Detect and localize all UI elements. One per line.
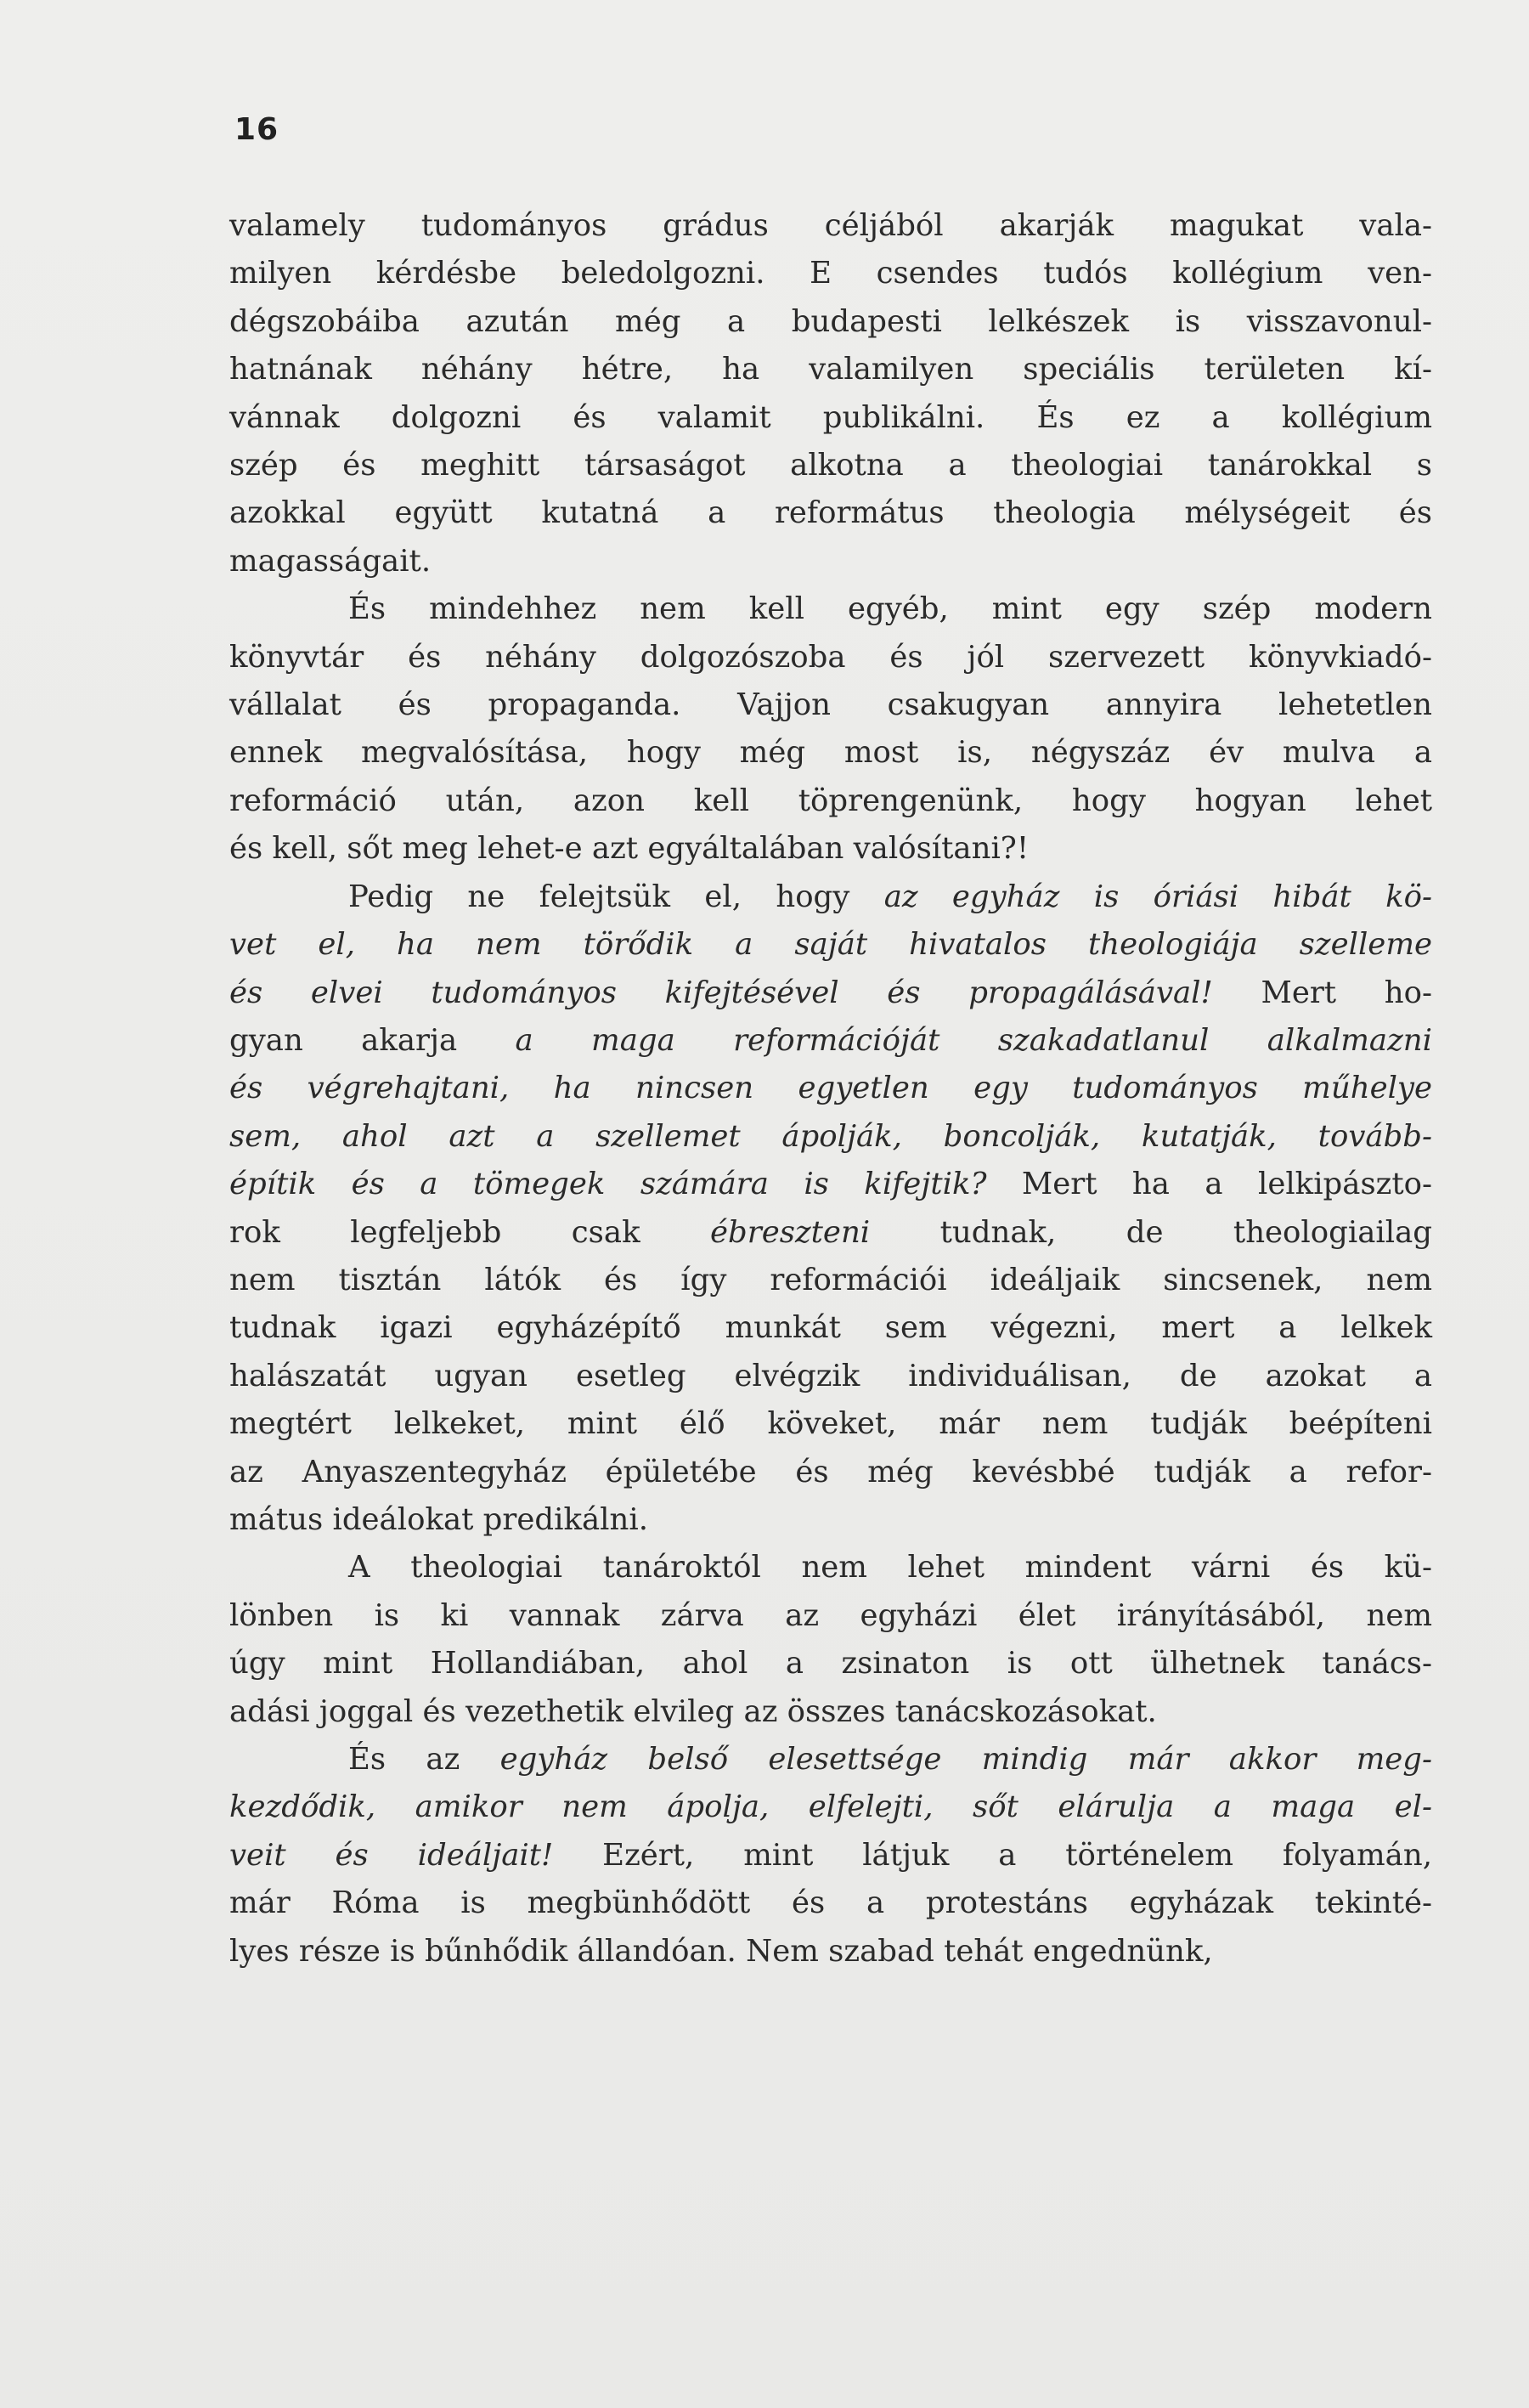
text-span: És az	[348, 1742, 500, 1777]
text-line	[229, 394, 1432, 442]
paragraph-p2	[229, 585, 1432, 873]
text-line	[229, 346, 1432, 393]
text-span: és kell, sőt meg lehet-e azt egyáltalában valósítani?!	[229, 831, 1030, 867]
text-line	[229, 634, 1432, 681]
text-line	[229, 298, 1432, 346]
text-line	[229, 921, 1432, 969]
text-span: hatnának néhány hétre, ha valamilyen speciális területen kí-	[229, 352, 1432, 387]
text-line	[229, 1592, 1432, 1640]
text-line	[229, 1304, 1432, 1352]
text-line	[229, 1065, 1432, 1112]
text-line	[229, 969, 1432, 1017]
text-line	[229, 1161, 1432, 1208]
text-line	[229, 1353, 1432, 1400]
text-span: ennek megvalósítása, hogy még most is, négyszáz év mulva a	[229, 735, 1432, 771]
text-line	[229, 489, 1432, 537]
text-span: lönben is ki vannak zárva az egyházi élet irányításából, nem	[229, 1597, 1432, 1633]
text-line	[229, 1449, 1432, 1496]
page-number: 16	[234, 112, 279, 147]
text-line	[229, 585, 1432, 633]
italic-text: és végrehajtani, ha nincsen egyetlen egy tudományos műhelye	[229, 1071, 1432, 1106]
paragraph-p4	[229, 1544, 1432, 1736]
text-line	[229, 1017, 1432, 1065]
text-span: már Róma is megbünhődött és a protestáns egyházak tekinté-	[229, 1885, 1432, 1921]
text-span: könyvtár és néhány dolgozószoba és jól szervezett könyvkiadó-	[229, 639, 1432, 675]
text-span: Pedig ne felejtsük el, hogy	[348, 879, 884, 914]
italic-text: és elvei tudományos kifejtésével és propagálásával!	[229, 975, 1213, 1010]
text-span: magasságait.	[229, 543, 432, 579]
text-span: dégszobáiba azután még a budapesti lelkészek is visszavonul-	[229, 303, 1432, 339]
text-span: megtért lelkeket, mint élő köveket, már nem tudják beépíteni	[229, 1406, 1432, 1442]
text-span: tudnak, de theologiailag	[870, 1214, 1432, 1250]
italic-text: sem, ahol azt a szellemet ápolják, boncolják, kutatják, tovább-	[229, 1118, 1432, 1154]
body-text	[229, 202, 1432, 1976]
text-span: Ezért, mint látjuk a történelem folyamán,	[553, 1837, 1432, 1873]
text-span: lyes része is bűnhődik állandóan. Nem szabad tehát engednünk,	[229, 1933, 1213, 1969]
italic-text: a maga reformációját szakadatlanul alkalmazni	[515, 1022, 1432, 1058]
text-span: halászatát ugyan esetleg elvégzik individuálisan, de azokat a	[229, 1358, 1432, 1393]
text-span: gyan akarja	[229, 1022, 516, 1058]
text-span: adási joggal és vezethetik elvileg az összes tanácskozásokat.	[229, 1693, 1157, 1729]
italic-text: az egyház is óriási hibát kö-	[883, 879, 1432, 914]
text-span: az Anyaszentegyház épületébe és még kevésbbé tudják a refor-	[229, 1454, 1432, 1489]
text-line	[229, 681, 1432, 729]
text-line	[229, 777, 1432, 825]
text-line	[229, 442, 1432, 489]
text-line	[229, 250, 1432, 297]
text-line	[229, 538, 1432, 585]
text-line	[229, 873, 1432, 921]
text-span: úgy mint Hollandiában, ahol a zsinaton is ott ülhetnek tanács-	[229, 1646, 1432, 1682]
paragraph-p5	[229, 1736, 1432, 1976]
text-span: reformáció után, azon kell töprengenünk, hogy hogyan lehet	[229, 783, 1432, 818]
text-line	[229, 202, 1432, 250]
text-line	[229, 825, 1432, 873]
text-span: Mert ho-	[1212, 975, 1432, 1010]
text-span: azokkal együtt kutatná a református theologia mélységeit és	[229, 495, 1432, 531]
italic-text: vet el, ha nem törődik a saját hivatalos theologiája szelleme	[229, 927, 1432, 963]
text-line	[229, 1640, 1432, 1687]
text-line	[229, 1783, 1432, 1831]
text-span: nem tisztán látók és így reformációi ideáljaik sincsenek, nem	[229, 1262, 1432, 1297]
text-span: rok legfeljebb csak	[229, 1214, 711, 1250]
text-span: Mert ha a lelkipászto-	[986, 1167, 1432, 1202]
italic-text: ébreszteni	[710, 1214, 871, 1250]
text-line	[229, 1832, 1432, 1879]
text-span: vállalat és propaganda. Vajjon csakugyan annyira lehetetlen	[229, 687, 1432, 723]
text-span: valamely tudományos grádus céljából akarják magukat vala-	[229, 208, 1432, 243]
text-line	[229, 1736, 1432, 1783]
text-span: mátus ideálokat predikálni.	[229, 1501, 648, 1537]
text-span: A theologiai tanároktól nem lehet mindent várni és kü-	[348, 1550, 1432, 1586]
italic-text: építik és a tömegek számára is kifejtik?	[229, 1167, 987, 1202]
text-line	[229, 1113, 1432, 1161]
text-line	[229, 1928, 1432, 1976]
text-line	[229, 729, 1432, 777]
italic-text: kezdődik, amikor nem ápolja, elfelejti, sőt elárulja a maga el-	[229, 1789, 1432, 1825]
text-line	[229, 1879, 1432, 1927]
text-span: szép és meghitt társaságot alkotna a theologiai tanárokkal s	[229, 448, 1432, 483]
text-span: vánnak dolgozni és valamit publikálni. És ez a kollégium	[229, 399, 1432, 435]
text-line	[229, 1257, 1432, 1304]
text-line	[229, 1688, 1432, 1736]
text-line	[229, 1400, 1432, 1448]
paragraph-p3	[229, 873, 1432, 1545]
text-line	[229, 1496, 1432, 1544]
text-span: tudnak igazi egyházépítő munkát sem végezni, mert a lelkek	[229, 1310, 1432, 1346]
text-span: És mindehhez nem kell egyéb, mint egy szép modern	[348, 591, 1432, 627]
italic-text: veit és ideáljait!	[229, 1837, 554, 1873]
text-line	[229, 1209, 1432, 1257]
text-span: milyen kérdésbe beledolgozni. E csendes tudós kollégium ven-	[229, 256, 1432, 291]
text-line	[229, 1544, 1432, 1591]
italic-text: egyház belső elesettsége mindig már akkor meg-	[499, 1742, 1432, 1777]
paragraph-p1	[229, 202, 1432, 585]
